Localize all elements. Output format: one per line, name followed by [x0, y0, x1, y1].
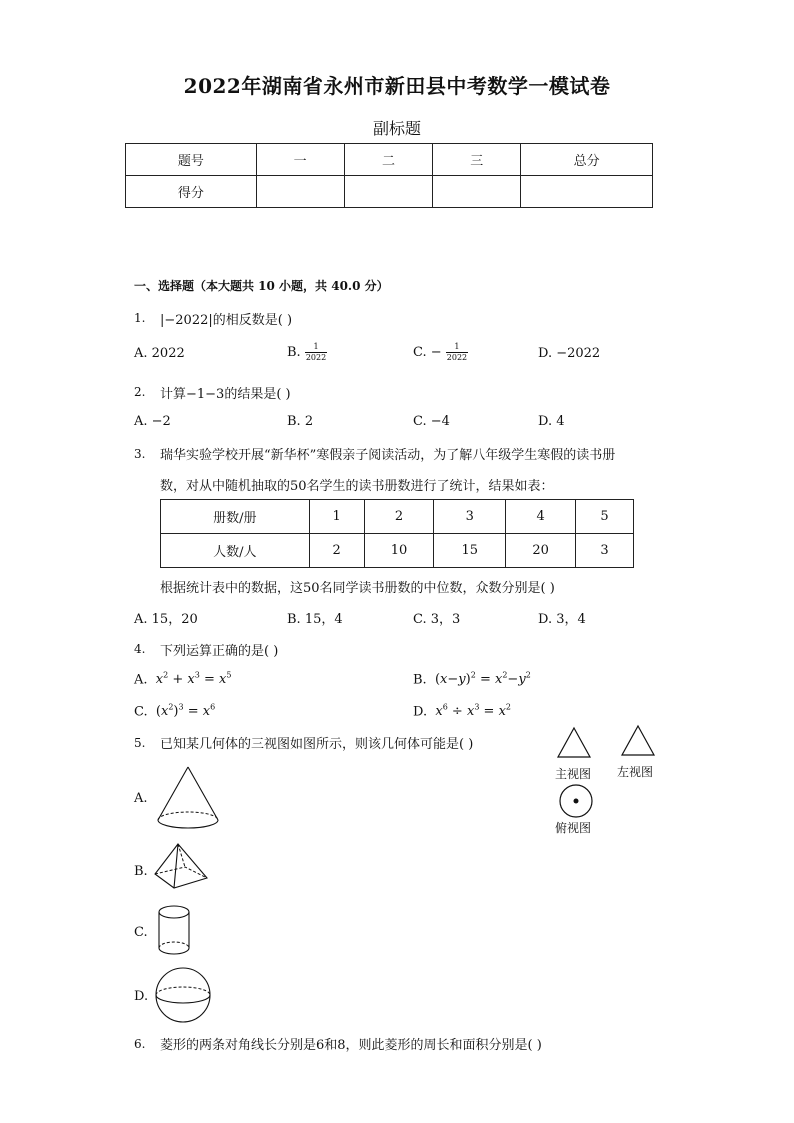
formula: $x^2 + x^3 = x^5$	[155, 671, 232, 688]
table-cell: 二	[344, 144, 433, 176]
option-d[interactable]: D.	[134, 989, 149, 1004]
option-c[interactable]: C. $(x^2)^3 = x^6$	[134, 703, 216, 720]
table-row	[126, 176, 653, 208]
cone-icon[interactable]	[155, 764, 221, 832]
left-view-triangle-icon	[620, 724, 656, 758]
left-view-label: 左视图	[617, 765, 654, 779]
score-input-cell[interactable]	[521, 176, 653, 208]
table-cell: 10	[364, 534, 434, 568]
table-cell: 2	[364, 500, 434, 534]
front-view-triangle-icon	[556, 726, 592, 760]
option-b[interactable]: B. 15，4	[287, 612, 343, 627]
question-number: 5.	[134, 736, 146, 750]
option-d[interactable]: D. $x^6 \div x^3 = x^2$	[413, 703, 512, 720]
formula: $(x^2)^3 = x^6$	[155, 703, 216, 720]
option-a[interactable]: A. 15，20	[134, 612, 198, 627]
option-b[interactable]: B. $(x-y)^2 = x^2-y^2$	[413, 671, 531, 688]
page-title: 2022年湖南省永州市新田县中考数学一模试卷	[183, 74, 611, 98]
table-cell: 一	[256, 144, 344, 176]
cylinder-icon[interactable]	[157, 904, 193, 956]
table-cell: 3	[434, 500, 506, 534]
score-input-cell[interactable]	[256, 176, 344, 208]
question-stem: 数，对从中随机抽取的50名学生的读书册数进行了统计，结果如表：	[160, 479, 554, 494]
sphere-icon[interactable]	[153, 965, 213, 1025]
table-cell: 总分	[521, 144, 653, 176]
question-number: 2.	[134, 385, 146, 399]
option-c[interactable]: C. −4	[413, 414, 450, 429]
option-d[interactable]: D. 4	[538, 414, 565, 429]
top-view-label: 俯视图	[555, 821, 592, 835]
table-cell: 4	[506, 500, 576, 534]
question-stem: 下列运算正确的是( )	[160, 644, 279, 659]
option-c[interactable]	[413, 342, 468, 363]
fraction: $\frac{1}{2022}$	[305, 342, 327, 362]
section-heading: 一、选择题（本大题共 10 小题，共 40.0 分）	[134, 279, 389, 293]
question-stem: 瑞华实验学校开展“新华杯”寒假亲子阅读活动，为了解八年级学生寒假的读书册	[160, 448, 616, 463]
option-a[interactable]: A. 2022	[134, 346, 185, 361]
table-cell: 3	[576, 534, 634, 568]
formula: $x^6 \div x^3 = x^2$	[435, 703, 512, 720]
option-b[interactable]: B. 2	[287, 414, 314, 429]
option-b[interactable]	[287, 342, 327, 363]
table-cell: 2	[309, 534, 364, 568]
option-d[interactable]: D. 3，4	[538, 612, 586, 627]
question-stem: 已知某几何体的三视图如图所示，则该几何体可能是( )	[160, 737, 474, 752]
table-cell: 得分	[126, 176, 257, 208]
option-a[interactable]: A. $x^2 + x^3 = x^5$	[134, 671, 232, 688]
table-cell: 人数/人	[161, 534, 310, 568]
formula: $(x-y)^2 = x^2-y^2$	[434, 671, 531, 688]
top-view-circle-icon	[558, 784, 594, 820]
question-number: 6.	[134, 1037, 146, 1051]
option-label: C. −	[413, 345, 442, 360]
page-subtitle: 副标题	[372, 119, 421, 138]
pyramid-icon[interactable]	[152, 842, 210, 892]
table-cell: 三	[433, 144, 521, 176]
score-input-cell[interactable]	[433, 176, 521, 208]
fraction: $\frac{1}{2022}$	[446, 342, 468, 362]
question-number: 4.	[134, 642, 146, 656]
front-view-label: 主视图	[555, 767, 592, 781]
table-cell: 册数/册	[161, 500, 310, 534]
question-stem: 根据统计表中的数据，这50名同学读书册数的中位数，众数分别是( )	[160, 581, 555, 596]
score-table	[125, 143, 653, 208]
question-number: 1.	[134, 311, 146, 325]
option-c[interactable]: C.	[134, 925, 148, 940]
table-row	[126, 144, 653, 176]
score-input-cell[interactable]	[344, 176, 433, 208]
question-stem: 菱形的两条对角线长分别是6和8，则此菱形的周长和面积分别是( )	[160, 1038, 542, 1053]
table-cell: 5	[576, 500, 634, 534]
option-c[interactable]: C. 3，3	[413, 612, 461, 627]
option-a[interactable]: A.	[134, 791, 148, 806]
table-cell: 1	[309, 500, 364, 534]
option-a[interactable]: A. −2	[134, 414, 171, 429]
stats-table	[160, 499, 634, 568]
table-row	[161, 500, 634, 534]
table-cell: 15	[434, 534, 506, 568]
table-cell: 20	[506, 534, 576, 568]
option-d[interactable]: D. −2022	[538, 346, 601, 361]
table-cell: 题号	[126, 144, 257, 176]
question-number: 3.	[134, 447, 146, 461]
table-row	[161, 534, 634, 568]
option-b[interactable]: B.	[134, 864, 148, 879]
question-stem: |−2022|的相反数是( )	[160, 313, 293, 328]
option-label: B.	[287, 345, 301, 360]
question-stem: 计算−1−3的结果是( )	[160, 387, 291, 402]
